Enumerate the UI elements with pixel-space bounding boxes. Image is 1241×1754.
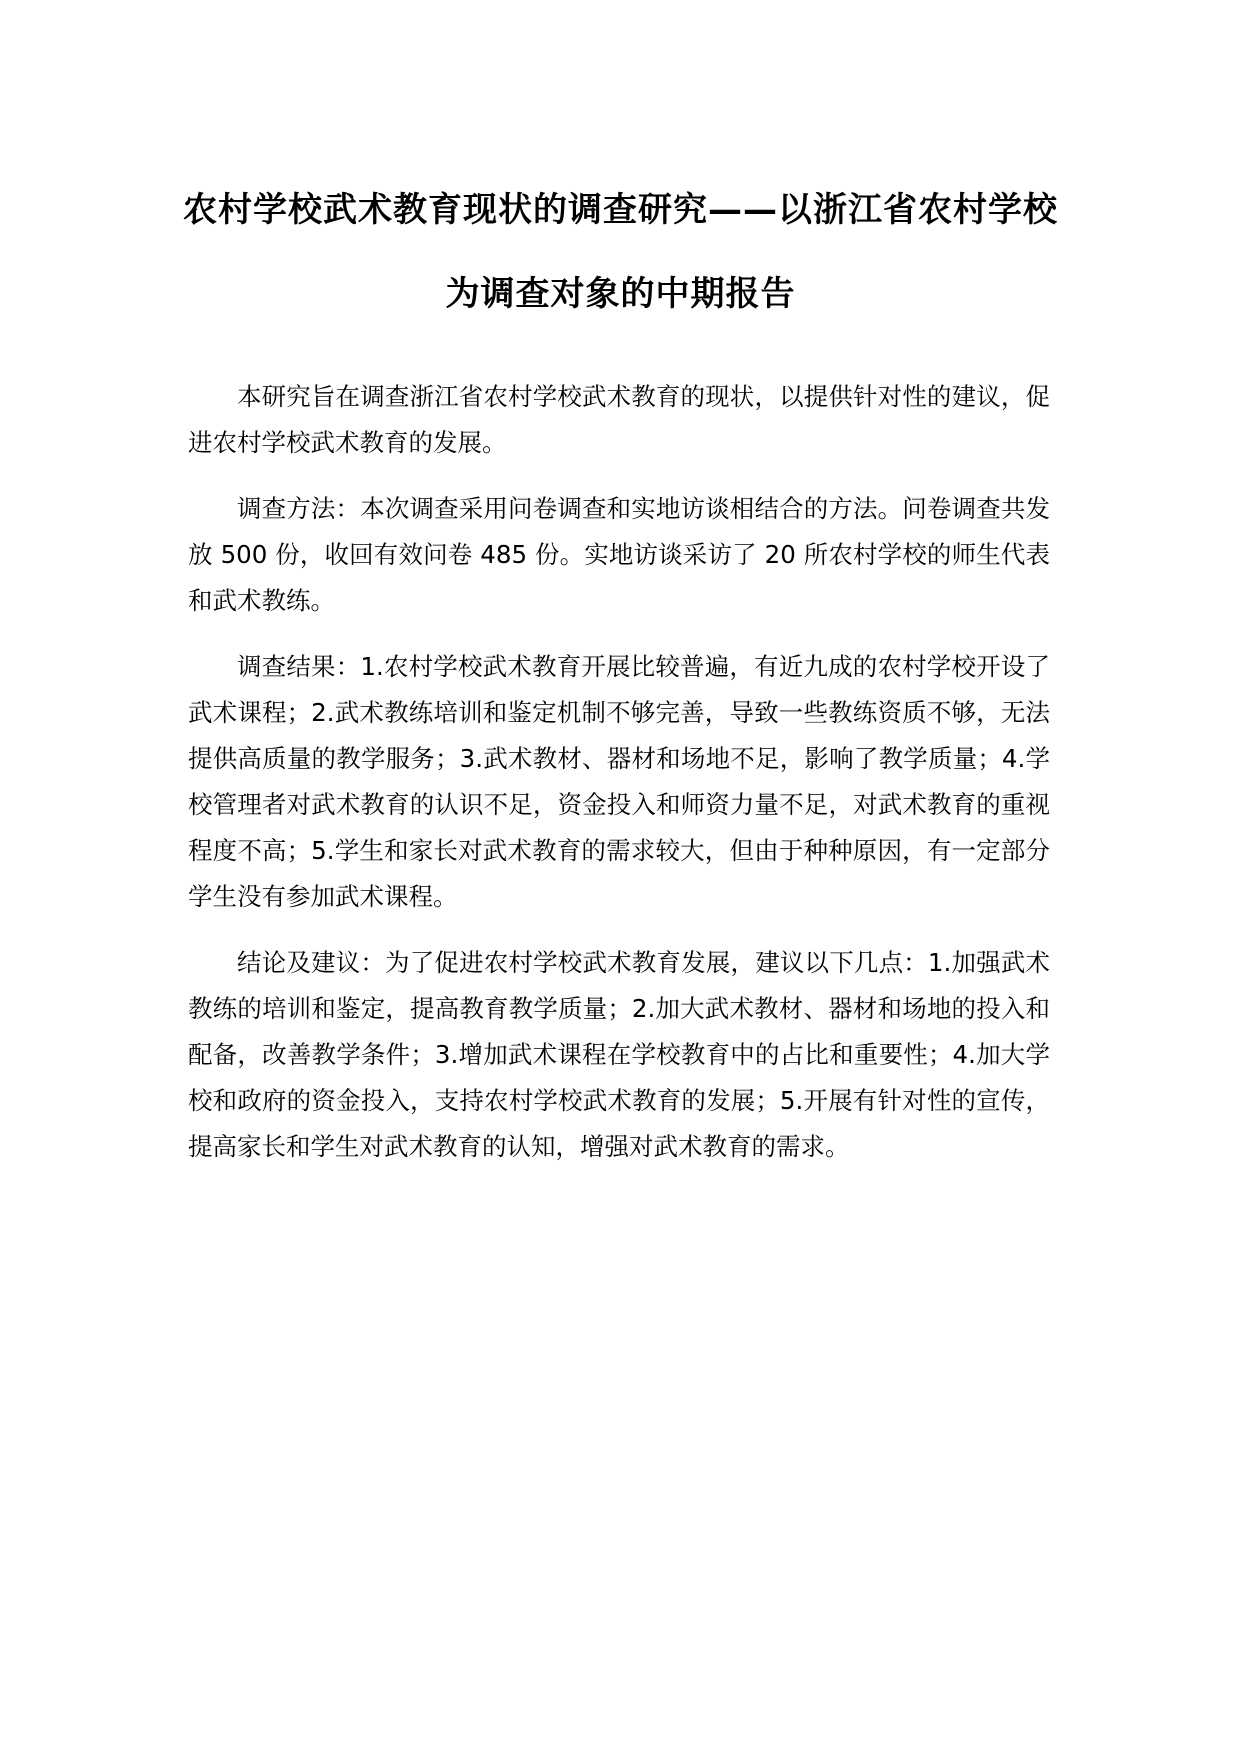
paragraph-conclusion: 结论及建议：为了促进农村学校武术教育发展，建议以下几点：1.加强武术教练的培训和鉴定，提高教育教学质量；2.加大武术教材、器材和场地的投入和配备，改善教学条件；3.增加武术课程在学校教育中的占比和重要性；4.加大学校和政府的资金投入，支持农村学校武术教育的发展；5.开展有针对性的宣传，提高家长和学生对武术教育的认知，增强对武术教育的需求。 xyxy=(188,948,1050,1161)
document-body xyxy=(188,374,1050,1190)
paragraph-intro: 本研究旨在调查浙江省农村学校武术教育的现状，以提供针对性的建议，促进农村学校武术教育的发展。 xyxy=(188,382,1050,457)
paragraph-results: 调查结果：1.农村学校武术教育开展比较普遍，有近九成的农村学校开设了武术课程；2.武术教练培训和鉴定机制不够完善，导致一些教练资质不够，无法提供高质量的教学服务；3.武术教材、器材和场地不足，影响了教学质量；4.学校管理者对武术教育的认识不足，资金投入和师资力量不足，对武术教育的重视程度不高；5.学生和家长对武术教育的需求较大，但由于种种原因，有一定部分学生没有参加武术课程。 xyxy=(188,652,1050,911)
document-title: 农村学校武术教育现状的调查研究——以浙江省农村学校为调查对象的中期报告 xyxy=(183,190,1058,314)
paragraph-method: 调查方法：本次调查采用问卷调查和实地访谈相结合的方法。问卷调查共发放 500 份，收回有效问卷 485 份。实地访谈采访了 20 所农村学校的师生代表和武术教练。 xyxy=(188,494,1050,615)
